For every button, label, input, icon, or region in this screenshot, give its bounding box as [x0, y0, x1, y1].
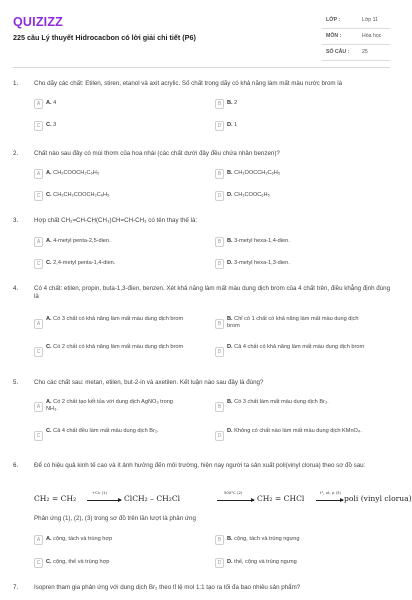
option-text: 4-metyl penta-2,5-dien.: [53, 238, 111, 244]
question-text: Chất nào sau đây có mùi thơm của hoa nhài (các chất dưới đây đều chứa nhân benzen)?: [34, 150, 280, 157]
option-letter: C.: [46, 344, 52, 350]
option-text: CH₃OOCCH₂C₆H₅: [234, 170, 281, 176]
option-label: A: [34, 237, 43, 247]
option-text: 4: [53, 100, 57, 106]
reaction-scheme: [34, 490, 412, 507]
meta-class: [322, 13, 390, 29]
page-header: [0, 0, 400, 70]
option-label: C: [34, 431, 43, 441]
question-subtext: Phản ứng (1), (2), (3) trong sơ đồ trên lần lượt là phản ứng: [34, 515, 196, 522]
reaction-arrow-3: [316, 500, 343, 501]
option-label: D: [215, 191, 224, 201]
reaction-arrow-1: [87, 500, 121, 501]
option-text: Chỉ có 1 chất có khả năng làm mất màu dung dịch brom: [227, 316, 359, 330]
option-text: Không có chất nào làm mất màu dung dịch KMnO₄.: [234, 428, 362, 434]
option-letter: B.: [227, 100, 233, 106]
option-letter: A.: [46, 100, 52, 106]
formula-dichloroethane: ClCH₂ – CH₂Cl: [124, 494, 181, 503]
option-text: CH₃COOCH₂C₆H₅: [53, 170, 100, 176]
option-label: B: [215, 237, 224, 247]
option-letter: B.: [227, 536, 233, 542]
question-number: 1.: [13, 80, 19, 87]
option-letter: D.: [227, 122, 233, 128]
formula-ethylene: CH₂ = CH₂: [34, 494, 77, 503]
option-letter: D.: [227, 192, 233, 198]
option-letter: B.: [227, 399, 233, 405]
option-label: C: [34, 121, 43, 131]
option-letter: A.: [46, 316, 52, 322]
question-number: 4.: [13, 285, 19, 292]
option-label: C: [34, 191, 43, 201]
meta-value: Hóa học: [362, 33, 382, 39]
option-text: CH₃CH₂COOCH₂C₆H₅: [53, 192, 110, 198]
question-number: 6.: [13, 462, 19, 469]
option-letter: D.: [227, 344, 233, 350]
option-text: Có 3 chất có khả năng làm mất màu dung dịch brom: [53, 316, 184, 322]
option-label: D: [215, 347, 224, 357]
option-label: C: [34, 259, 43, 269]
option-text: 3: [53, 122, 57, 128]
option-letter: D.: [227, 559, 233, 565]
option-label: A: [34, 169, 43, 179]
question-text: Cho các chất sau: metan, etilen, but-2-in và axetilen. Kết luận nào sau đây là đúng?: [34, 379, 264, 386]
question-number: 2.: [13, 150, 19, 157]
option-letter: D.: [227, 260, 233, 266]
option-text: 3-metyl hexa-1,4-dien.: [234, 238, 290, 244]
option-label: B: [215, 319, 224, 329]
question-number: 5.: [13, 379, 19, 386]
option-letter: B.: [227, 316, 233, 322]
option-label: D: [215, 558, 224, 568]
option-label: A: [34, 402, 43, 412]
option-letter: C.: [46, 428, 52, 434]
formula-vinyl-chloride: CH₂ = CHCl: [257, 494, 305, 503]
condition-1: +Cl₂ (1): [92, 490, 107, 495]
option-text: thế, cộng và trùng ngưng: [234, 559, 297, 565]
option-letter: C.: [46, 260, 52, 266]
reaction-arrow-2: [217, 500, 254, 501]
meta-subject: [322, 29, 390, 45]
option-letter: D.: [227, 428, 233, 434]
option-text: Có 2 chất có khả năng làm mất màu dung dịch brom: [53, 344, 184, 350]
meta-value: Lớp 11: [362, 17, 378, 23]
header-divider: [13, 67, 390, 68]
condition-2: 500°C (2): [224, 490, 243, 495]
question-text: Hợp chất CH₂=CH-CH(CH₃)CH=CH-CH₃ có tên thay thế là:: [34, 217, 198, 224]
formula-pvc: poli (vinyl clorua): [344, 494, 412, 503]
option-label: B: [215, 99, 224, 109]
question-number: 7.: [13, 584, 19, 591]
option-text: cộng, tách và trùng hợp: [53, 536, 113, 542]
option-text: cộng, thế và trùng hợp: [53, 559, 110, 565]
option-label: C: [34, 347, 43, 357]
option-letter: A.: [46, 399, 52, 405]
option-label: B: [215, 169, 224, 179]
option-letter: C.: [46, 122, 52, 128]
option-text: Có 3 chất làm mất màu dung dịch Br₂.: [234, 399, 329, 405]
option-label: A: [34, 319, 43, 329]
condition-3: t°, xt, p (3): [320, 490, 341, 495]
option-label: D: [215, 121, 224, 131]
meta-key: LỚP :: [326, 17, 341, 23]
question-number: 3.: [13, 217, 19, 224]
option-label: A: [34, 535, 43, 545]
option-letter: A.: [46, 238, 52, 244]
option-text: CH₃COOC₆H₅: [234, 192, 270, 198]
option-label: D: [215, 259, 224, 269]
meta-question-count: [322, 45, 390, 61]
option-letter: A.: [46, 536, 52, 542]
meta-key: MÔN :: [326, 33, 342, 39]
option-label: A: [34, 99, 43, 109]
option-label: D: [215, 431, 224, 441]
option-text: 2: [234, 100, 238, 106]
option-text: Cả 4 chất đều làm mất màu dung dịch Br₂.: [53, 428, 159, 434]
option-letter: B.: [227, 238, 233, 244]
document-title: 225 câu Lý thuyết Hidrocacbon có lời giải chi tiết (P6): [13, 33, 196, 42]
option-text: Có 2 chất tạo kết tủa với dung dịch AgNO₃ trong NH₃.: [46, 399, 173, 413]
question-text: Để có hiệu quả kinh tế cao và ít ảnh hưởng đến môi trường, hiện nay người ta sản xuất poli(vinyl clorua) theo sơ đồ sau:: [34, 462, 366, 469]
question-text: Có 4 chất: etilen, propin, buta-1,3-đien, benzen. Xét khả năng làm mất màu dung dịch brom của 4 chất trên, điều khẳng định đúng là: [34, 285, 391, 301]
option-letter: C.: [46, 192, 52, 198]
option-label: C: [34, 558, 43, 568]
question-text: Cho dãy các chất: Etilen, stiren, etanol và axit acrylic. Số chất trong dãy có khả năng làm mất màu nước brom là: [34, 80, 343, 87]
option-letter: B.: [227, 170, 233, 176]
option-text: 3-metyl hexa-1,3-dien.: [234, 260, 290, 266]
option-text: Cả 4 chất có khả năng làm mất màu dung dịch brom: [234, 344, 365, 350]
option-text: 1: [234, 122, 238, 128]
meta-value: 25: [362, 49, 368, 55]
option-text: cộng, tách và trùng ngưng: [234, 536, 300, 542]
option-letter: A.: [46, 170, 52, 176]
option-text: 2,4-metyl penta-1,4-dien.: [53, 260, 116, 266]
meta-key: SỐ CÂU :: [326, 49, 350, 55]
question-text: Isopren tham gia phản ứng với dung dịch Br₂ theo tỉ lệ mol 1:1 tạo ra tối đa bao nhiêu sản phẩm?: [34, 584, 301, 591]
option-letter: C.: [46, 559, 52, 565]
quizizz-logo[interactable]: QUIZIZZ: [13, 15, 64, 29]
option-label: B: [215, 535, 224, 545]
option-label: B: [215, 402, 224, 412]
